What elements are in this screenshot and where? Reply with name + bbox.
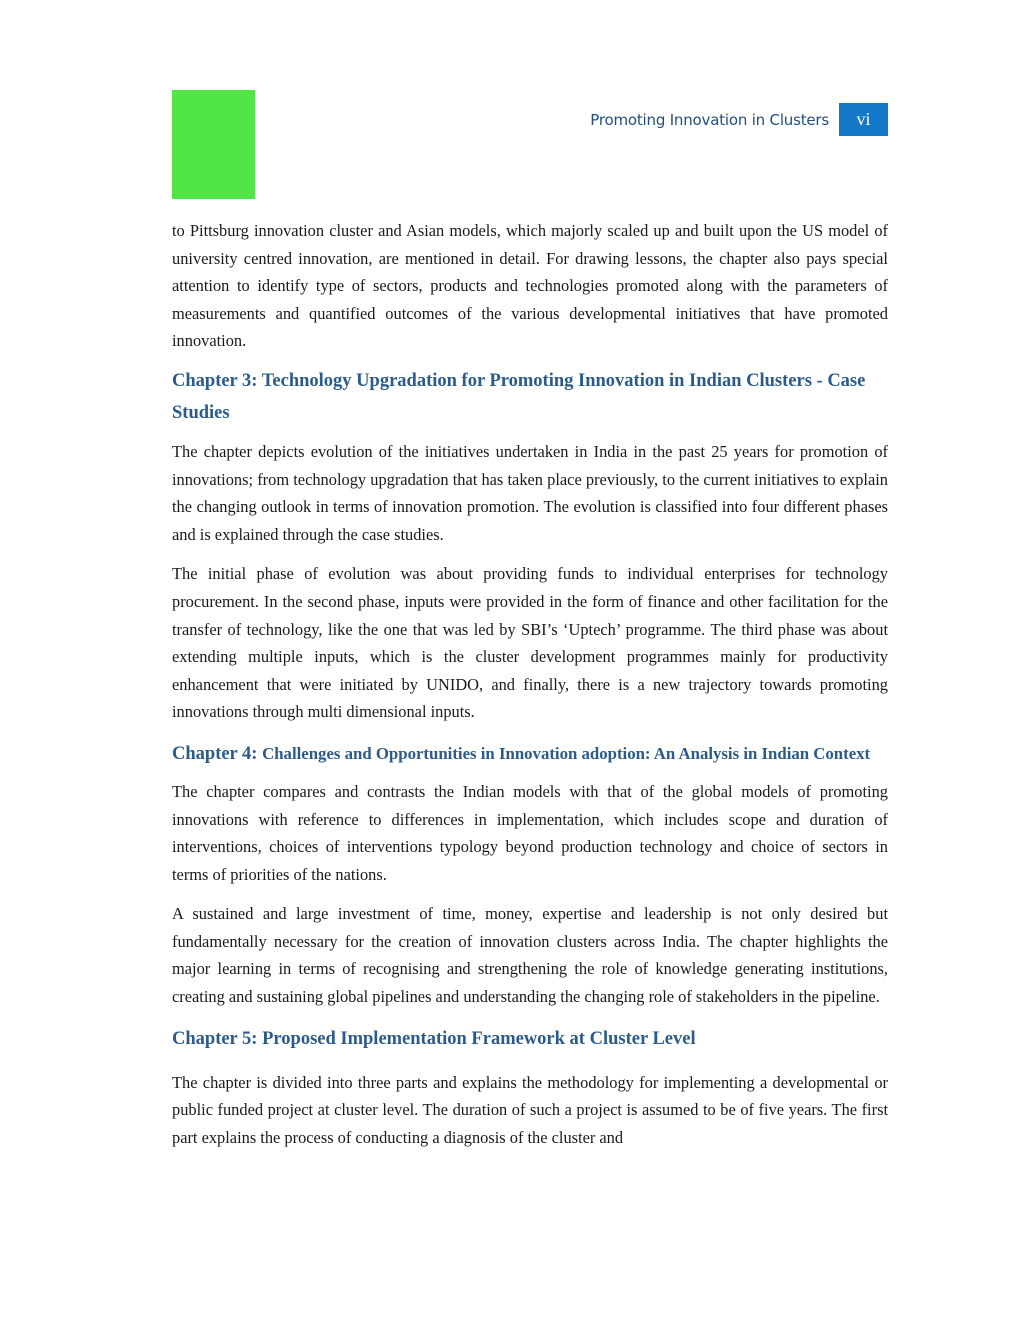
chapter-4-heading <box>172 738 888 770</box>
chapter-4-paragraph-2: A sustained and large investment of time, money, expertise and leadership is not only desired but fundamentally necessary for the creation of innovation clusters across India. The chapter highlights the major learning in terms of recognising and strengthening the role of knowledge generating institutions, creating and sustaining global pipelines and understanding the changing role of stakeholders in the pipeline. <box>172 904 888 1007</box>
chapter-5-heading <box>172 1023 888 1055</box>
chapter-3-title: Technology Upgradation for Promoting Innovation in Indian Clusters - Case Studies <box>172 370 866 423</box>
chapter-3-paragraph-2: The initial phase of evolution was about providing funds to individual enterprises for technology procurement. In the second phase, inputs were provided in the form of finance and other facilitation for the transfer of technology, like the one that was led by SBI’s ‘Uptech’ programme. The third phase was about extending multiple inputs, which is the cluster development programmes mainly for productivity enhancement that were initiated by UNIDO, and finally, there is a new trajectory towards promoting innovations through multi dimensional inputs. <box>172 564 888 722</box>
page-body <box>172 217 888 1163</box>
chapter-3-paragraph-1: The chapter depicts evolution of the initiatives undertaken in India in the past 25 years for promotion of innovations; from technology upgradation that has taken place previously, to the current initiatives to explain the changing outlook in terms of innovation promotion. The evolution is classified into four different phases and is explained through the case studies. <box>172 441 888 544</box>
chapter-4-title: Challenges and Opportunities in Innovation adoption: An Analysis in Indian Context <box>262 743 871 763</box>
chapter-4-number: Chapter 4: <box>172 743 258 764</box>
header-accent-block <box>172 90 255 199</box>
chapter-4-paragraph-1: The chapter compares and contrasts the Indian models with that of the global models of promoting innovations with reference to differences in implementation, which includes scope and duration of interventions, choices of interventions typology beyond production technology and choice of sectors in terms of priorities of the nations. <box>172 781 888 884</box>
intro-paragraph: to Pittsburg innovation cluster and Asian models, which majorly scaled up and built upon the US model of university centred innovation, are mentioned in detail. For drawing lessons, the chapter also pays special attention to identify type of sectors, products and technologies promoted along with the parameters of measurements and quantified outcomes of the various developmental initiatives that have promoted innovation. <box>172 221 888 351</box>
running-title: Promoting Innovation in Clusters <box>590 110 829 129</box>
running-header <box>590 103 888 136</box>
chapter-5-number: Chapter 5: <box>172 1028 258 1049</box>
chapter-5-title: Proposed Implementation Framework at Cluster Level <box>262 1028 696 1049</box>
chapter-5-paragraph-1: The chapter is divided into three parts and explains the methodology for implementing a developmental or public funded project at cluster level. The duration of such a project is assumed to be of five years. The first part explains the process of conducting a diagnosis of the cluster and <box>172 1072 888 1147</box>
chapter-3-number: Chapter 3: <box>172 370 258 391</box>
page-number: vi <box>839 103 888 136</box>
chapter-3-heading <box>172 365 888 429</box>
